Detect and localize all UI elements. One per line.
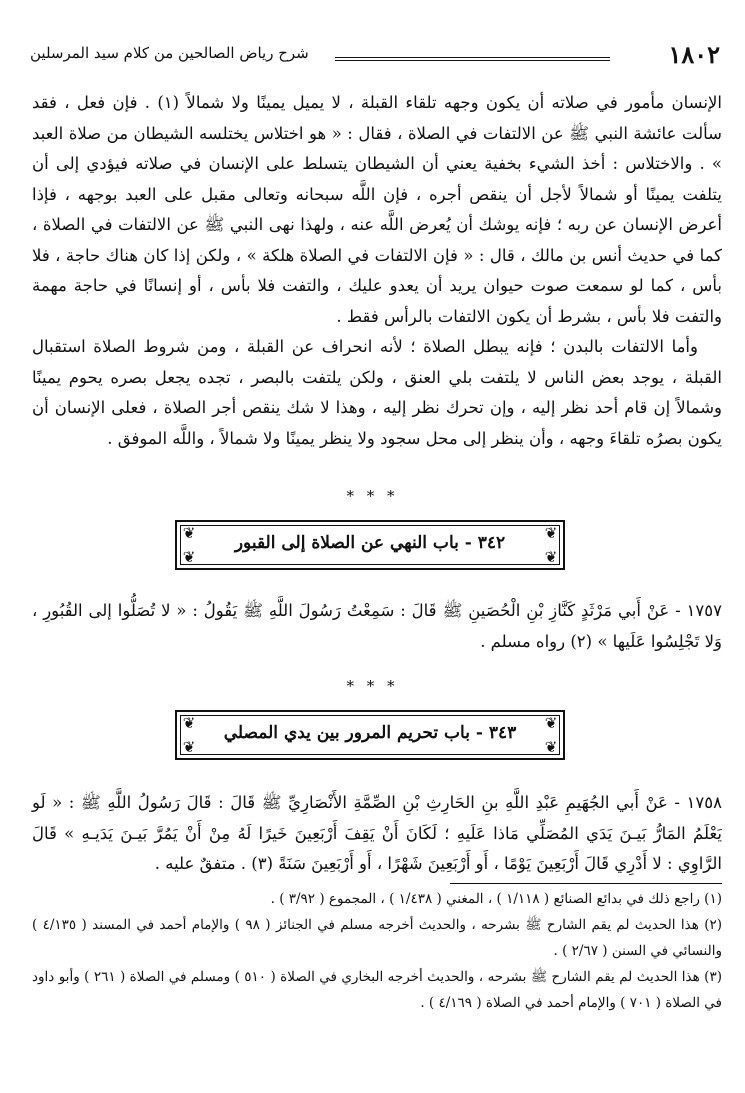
- ornament-icon: ❦: [544, 548, 558, 566]
- chapter-342-title: ٣٤٢ - باب النهي عن الصلاة إلى القبور: [234, 533, 506, 553]
- ornament-icon: ❦: [544, 714, 558, 732]
- separator-1: * * *: [346, 487, 399, 505]
- ornament-icon: ❦: [182, 714, 196, 732]
- chapter-342-box: [175, 520, 565, 570]
- page-header: [30, 40, 720, 74]
- footnote-1: (١) راجع ذلك في بدائع الصنائع ( ١/١١٨ ) ، المغني ( ١/٤٣٨ ) ، المجموع ( ٣/٩٢ ) .: [270, 891, 722, 907]
- footnote-2: (٢) هذا الحديث لم يقم الشارح ﷺ بشرحه ، والحديث أخرجه مسلم في الجنائز ( ٩٨ ) والإمام أحمد في المسند ( ٤/١٣٥ ) والنسائي في السنن ( ٢/٦٧ ) .: [32, 917, 723, 959]
- paragraph-2: وأما الالتفات بالبدن ؛ فإنه يبطل الصلاة ؛ لأنه انحراف عن القبلة ، ومن شروط الصلاة استقبال القبلة ، يوجد بعض الناس لا يلتفت بلي العنق ، ولكن يلتفت بالبصر ، تجده يجعل بصره يحوم يمينًا وشمالاً إن قام أحد نظر إليه ، وإن تحرك نظر إليه ، وهذا لا شك ينقص أجر الصلاة ، فعلى الإنسان أن يكون بصرُه تلقاءَ وجهه ، وأن ينظر إلى محل سجود ولا ينظر يمينًا ولا شمالاً ، واللَّه الموفق .: [32, 337, 722, 448]
- ornament-icon: ❦: [544, 524, 558, 542]
- running-title: شرح رياض الصالحين من كلام سيد المرسلين: [30, 44, 309, 62]
- ornament-icon: ❦: [182, 738, 196, 756]
- ornament-icon: ❦: [544, 738, 558, 756]
- separator-2: * * *: [346, 677, 399, 695]
- commentary-text: [32, 88, 722, 454]
- footnote-3: (٣) هذا الحديث لم يقم الشارح ﷺ بشرحه ، والحديث أخرجه البخاري في الصلاة ( ٥١٠ ) ومسلم في الصلاة ( ٢٦١ ) وأبو داود في الصلاة ( ٧٠١ ) والإمام أحمد في الصلاة ( ٤/١٦٩ ) .: [32, 969, 722, 1011]
- ornament-icon: ❦: [182, 524, 196, 542]
- hadith-1757: ١٧٥٧ - عَنْ أَبي مَرْثَدٍ كَنَّازِ بْنِ الْحُصَينِ ﷺ قَالَ : سَمِعْتُ رَسُولَ اللَّهِ ﷺ يَقُولُ : « لا تُصَلُّوا إلى القُبُورِ ، وَلا تَجْلِسُوا عَلَيها » (٢) رواه مسلم .: [32, 601, 722, 651]
- page-number: ١٨٠٢: [668, 40, 720, 69]
- footnote-rule: [450, 883, 722, 884]
- ornament-icon: ❦: [182, 548, 196, 566]
- chapter-343-title: ٣٤٣ - باب تحريم المرور بين يدي المصلي: [223, 723, 517, 743]
- hadith-1758: ١٧٥٨ - عَنْ أَبي الجُهَيمِ عَبْدِ اللَّهِ بنِ الحَارِثِ بْنِ الصِّمَّةِ الأَنْصَارِيِّ ﷺ قَالَ : قَالَ رَسُولُ اللَّهِ ﷺ : « لَو يَعْلَمُ المَارُّ بَيـنَ يَدَي المُصَلِّي مَاذا عَلَيهِ ؛ لَكَانَ أَنْ يَقِفَ أَرْبَعِينَ خَيرًا لَهُ مِنْ أَنْ يَمُرَّ بَيـنَ يَدَيـهِ » قَالَ الرَّاوِي : لا أَدْرِي قَالَ أَرْبَعِينَ يَوْمًا ، أَو أَرْبَعِينَ شَهْرًا ، أَو أَرْبَعِينَ سَنَةً (٣) . متفقٌ عليه .: [32, 793, 722, 873]
- chapter-343-box: [175, 710, 565, 760]
- footnotes: [32, 886, 722, 1016]
- header-rule: [335, 57, 610, 61]
- paragraph-1: الإنسان مأمور في صلاته أن يكون وجهه تلقاء القبلة ، لا يميل يمينًا ولا شمالاً (١) . فإن فعل ، فقد سألت عائشة النبي ﷺ عن الالتفات في الصلاة ، فقال : « هو اختلاس يختلسه الشيطان من صلاة العبد » . والاختلاس : أخذ الشيء بخفية يعني أن الشيطان يتسلط على الإنسان في صلاته فيؤدي إلى أن يتلفت يمينًا أو شمالاً لأجل أن ينقص أجره ، فإن اللَّه سبحانه وتعالى مقبل على العبد بوجهه ، فإذا أعرض الإنسان عن ربه ؛ فإنه يوشك أن يُعرض اللَّه عنه ، ولهذا نهى النبي ﷺ عن الالتفات في الصلاة ، كما في حديث أنس بن مالك ، قال : « فإن الالتفات في الصلاة هلكة » ، ولكن إذا كان هناك حاجة ، فلا بأس ، كما لو سمعت صوت حيوان يريد أن يعدو عليك ، والتفت فلا بأس ، أو إنسانًا في حاجة مهمة والتفت فلا بأس ، بشرط أن يكون الالتفات بالرأس فقط .: [32, 93, 722, 326]
